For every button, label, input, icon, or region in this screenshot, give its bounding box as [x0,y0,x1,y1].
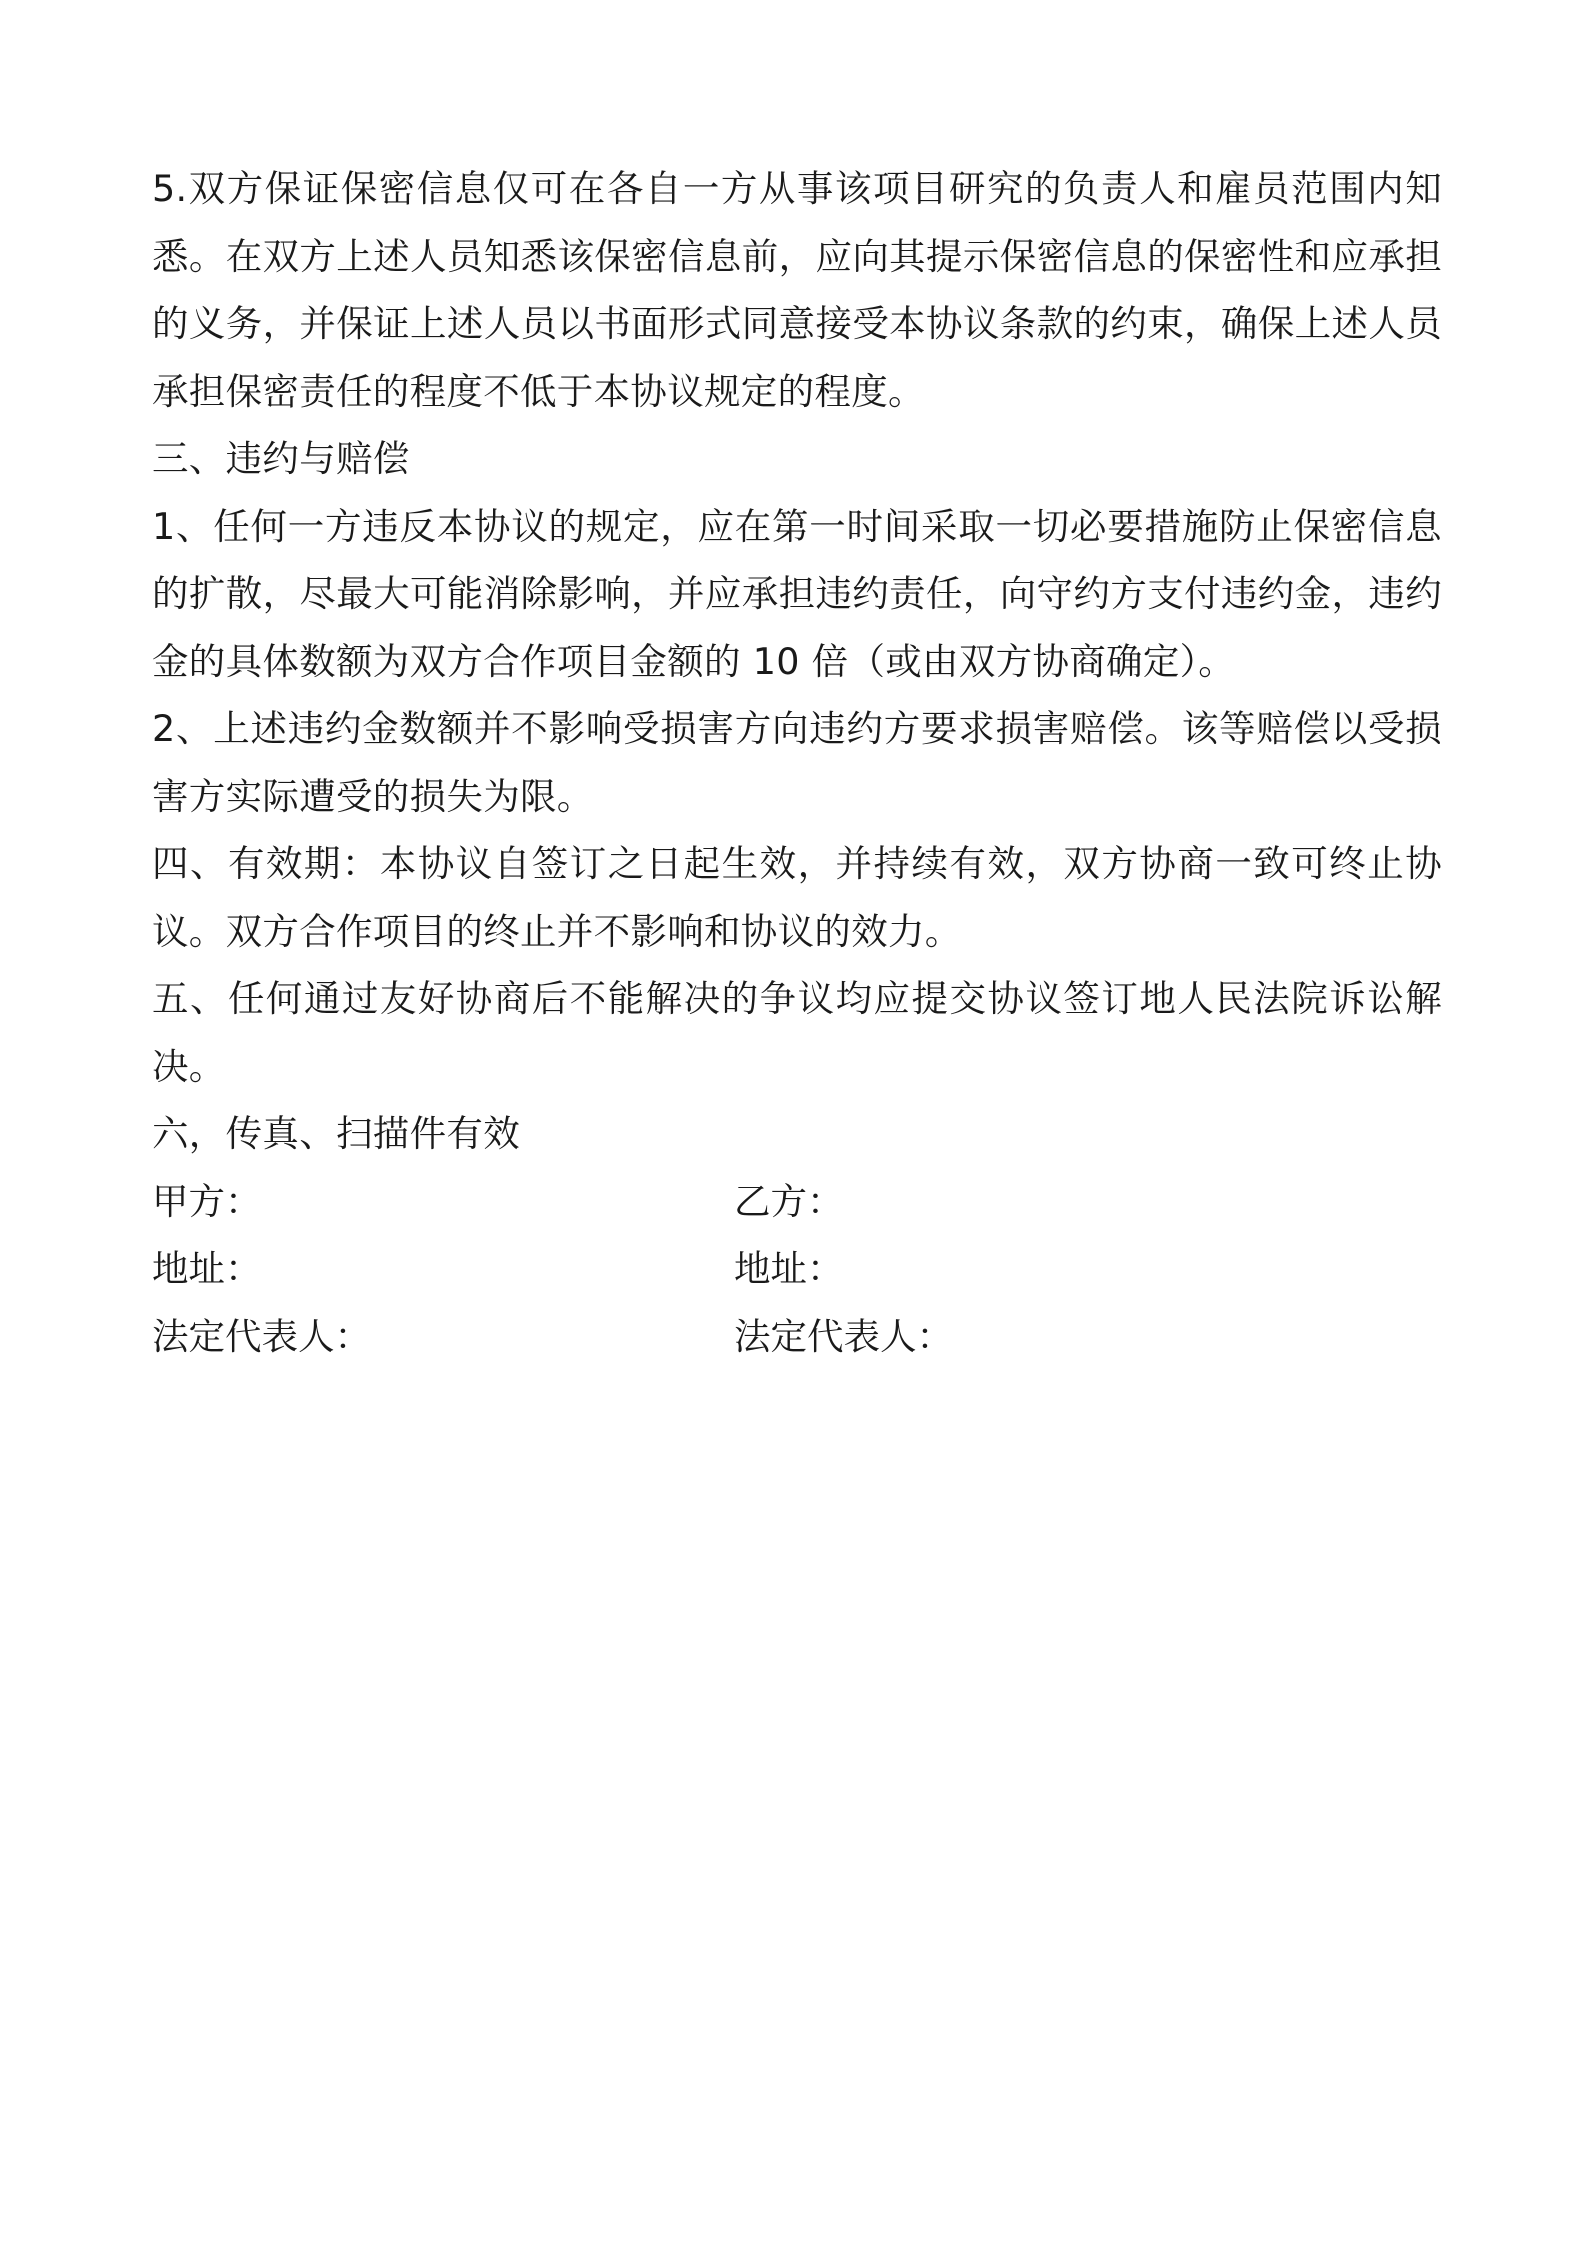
party-b-address-label: 地址： [734,1247,844,1290]
section-5-disputes: 五、任何通过友好协商后不能解决的争议均应提交协议签订地人民法院诉讼解决。 [152,977,1442,1088]
party-a-label: 甲方： [152,1179,262,1223]
section-3-heading: 三、违约与赔偿 [152,437,410,480]
section-6-fax-scan: 六，传真、扫描件有效 [152,1112,520,1155]
signature-row-party [152,1168,1442,1236]
party-b-representative-label: 法定代表人： [734,1314,953,1358]
signature-block [152,1168,1442,1371]
party-b-label: 乙方： [734,1179,844,1223]
signature-row-representative [152,1303,1442,1371]
clause-3-1-breach: 1、任何一方违反本协议的规定，应在第一时间采取一切必要措施防止保密信息的扩散，尽最大可能消除影响，并应承担违约责任，向守约方支付违约金，违约金的具体数额为双方合作项目金额的 10 倍（或由双方协商确定）。 [152,504,1442,683]
signature-row-address [152,1235,1442,1303]
clause-3-2-damages: 2、上述违约金数额并不影响受损害方向违约方要求损害赔偿。该等赔偿以受损害方实际遭受的损失为限。 [152,707,1442,818]
document-page [152,155,1442,1370]
party-a-address-label: 地址： [152,1247,262,1290]
party-a-representative-label: 法定代表人： [152,1314,371,1358]
section-4-validity: 四、有效期：本协议自签订之日起生效，并持续有效，双方协商一致可终止协议。双方合作项目的终止并不影响和协议的效力。 [152,842,1442,953]
clause-5-confidential-scope: 5.双方保证保密信息仅可在各自一方从事该项目研究的负责人和雇员范围内知悉。在双方上述人员知悉该保密信息前，应向其提示保密信息的保密性和应承担的义务，并保证上述人员以书面形式同意接受本协议条款的约束，确保上述人员承担保密责任的程度不低于本协议规定的程度。 [152,167,1442,413]
